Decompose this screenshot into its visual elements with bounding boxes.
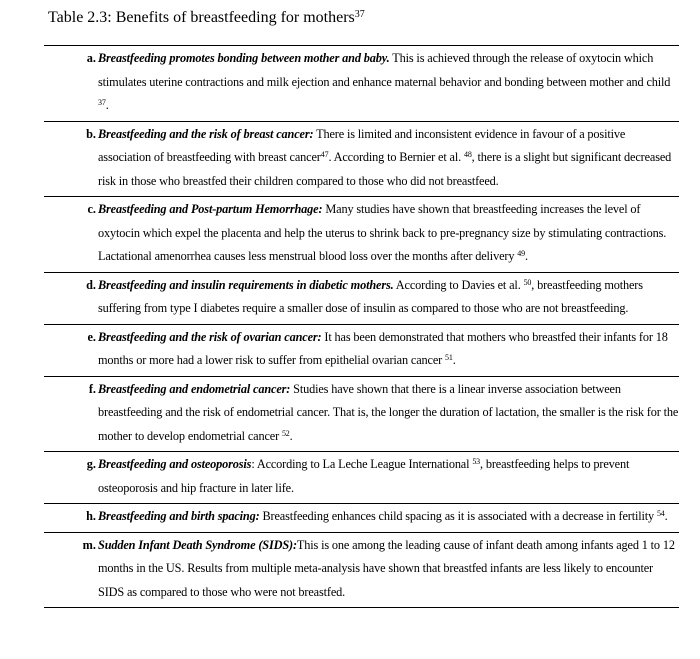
table-row <box>44 452 679 504</box>
row-tail: , breastfeeding mothers suffering from type I diabetes require a smaller dose of insulin as compared to those who are not breastfeeding. <box>98 277 643 315</box>
row-letter: e. <box>87 329 96 344</box>
benefits-table <box>44 45 679 608</box>
table-row <box>44 122 679 198</box>
row-body: This is one among the leading cause of infant death among infants aged 1 to 12 months in the US. Results from multiple meta-analysis have shown that breastfed infants are less likely to encounter SIDS as compared to those who were not breastfed. <box>98 537 675 599</box>
row-letter: h. <box>86 509 96 523</box>
row-title: Breastfeeding and insulin requirements in diabetic mothers. <box>98 277 394 292</box>
row-ref: 51 <box>445 353 453 362</box>
table-row <box>44 377 679 453</box>
row-ref: 52 <box>281 428 290 438</box>
table-row <box>44 273 679 325</box>
table-row <box>44 325 679 377</box>
row-letter: a. <box>86 51 96 65</box>
table-row <box>44 504 679 533</box>
row-ref: 49 <box>517 249 525 258</box>
row-ref: 37 <box>98 98 106 107</box>
row-body: Studies have shown that there is a linear inverse association between breastfeeding and the risk of endometrial cancer. That is, the longer the duration of lactation, the smaller is the risk for the mother to develop endometrial cancer <box>98 381 679 443</box>
row-content <box>98 198 679 269</box>
row-body: Breastfeeding enhances child spacing as it is associated with a decrease in fertility <box>259 509 657 523</box>
row-title: Breastfeeding and osteoporosis <box>98 457 252 471</box>
row-body: There is limited and inconsistent evidence in favour of a positive association of breastfeeding with breast cancer <box>98 126 626 164</box>
row-title: Breastfeeding and Post-partum Hemorrhage: <box>98 202 323 216</box>
row-content <box>98 453 679 500</box>
row-body-2: . According to Bernier et al. <box>328 150 464 164</box>
row-title: Breastfeeding and birth spacing: <box>98 509 260 523</box>
table-row <box>44 533 679 609</box>
row-title: Breastfeeding promotes bonding between mother and baby. <box>98 51 390 65</box>
row-tail: , there is a slight but significant decreased risk in those who breastfed their children compared to those who did not breastfeed. <box>98 150 672 188</box>
row-tail: , breastfeeding helps to prevent osteoporosis and hip fracture in later life. <box>98 457 630 495</box>
row-body: This is achieved through the release of oxytocin which stimulates uterine contractions and milk ejection and enhance maternal behavior and bonding between mother and child <box>98 51 671 89</box>
row-tail: . <box>105 98 109 112</box>
row-content <box>98 123 679 194</box>
row-letter: m. <box>82 537 96 552</box>
row-title: Sudden Infant Death Syndrome (SIDS): <box>98 537 297 552</box>
caption-text: Table 2.3: Benefits of breastfeeding for mothers <box>48 9 355 26</box>
row-body: Many studies have shown that breastfeeding increases the level of oxytocin which expel the placenta and help the uterus to shrink back to pre-pregnancy size by stimulating contractions. Lactational amenorrhea causes less menstrual blood loss over the months after delivery <box>98 202 667 263</box>
row-tail: . <box>664 509 668 523</box>
row-ref: 47 <box>320 150 329 159</box>
row-letter: c. <box>87 202 96 216</box>
row-title: Breastfeeding and endometrial cancer: <box>98 381 291 396</box>
table-row <box>44 197 679 273</box>
row-content <box>98 326 679 373</box>
row-letter: g. <box>86 457 96 471</box>
row-title: Breastfeeding and the risk of ovarian cancer: <box>98 329 322 344</box>
row-body: According to Davies et al. <box>393 277 524 292</box>
row-content <box>98 47 679 118</box>
row-ref: 50 <box>523 277 532 287</box>
row-ref-2: 48 <box>463 150 472 159</box>
row-tail: . <box>452 353 456 367</box>
table-row <box>44 46 679 122</box>
row-body: It has been demonstrated that mothers who breastfed their infants for 18 months or more had a lower risk to suffer from epithelial ovarian cancer <box>98 329 668 367</box>
row-letter: d. <box>86 277 96 292</box>
row-content <box>98 378 679 449</box>
row-content <box>98 274 679 321</box>
caption-ref: 37 <box>354 9 365 20</box>
row-tail: . <box>524 249 528 263</box>
row-body: : According to La Leche League International <box>251 457 473 471</box>
row-title: Breastfeeding and the risk of breast cancer: <box>98 126 314 141</box>
row-content <box>98 534 679 605</box>
row-ref: 54 <box>656 509 665 518</box>
row-letter: b. <box>86 126 96 141</box>
row-letter: f. <box>88 381 96 396</box>
table-caption <box>48 8 365 28</box>
row-tail: . <box>289 428 293 443</box>
row-ref: 53 <box>472 457 481 466</box>
row-content <box>98 505 679 529</box>
